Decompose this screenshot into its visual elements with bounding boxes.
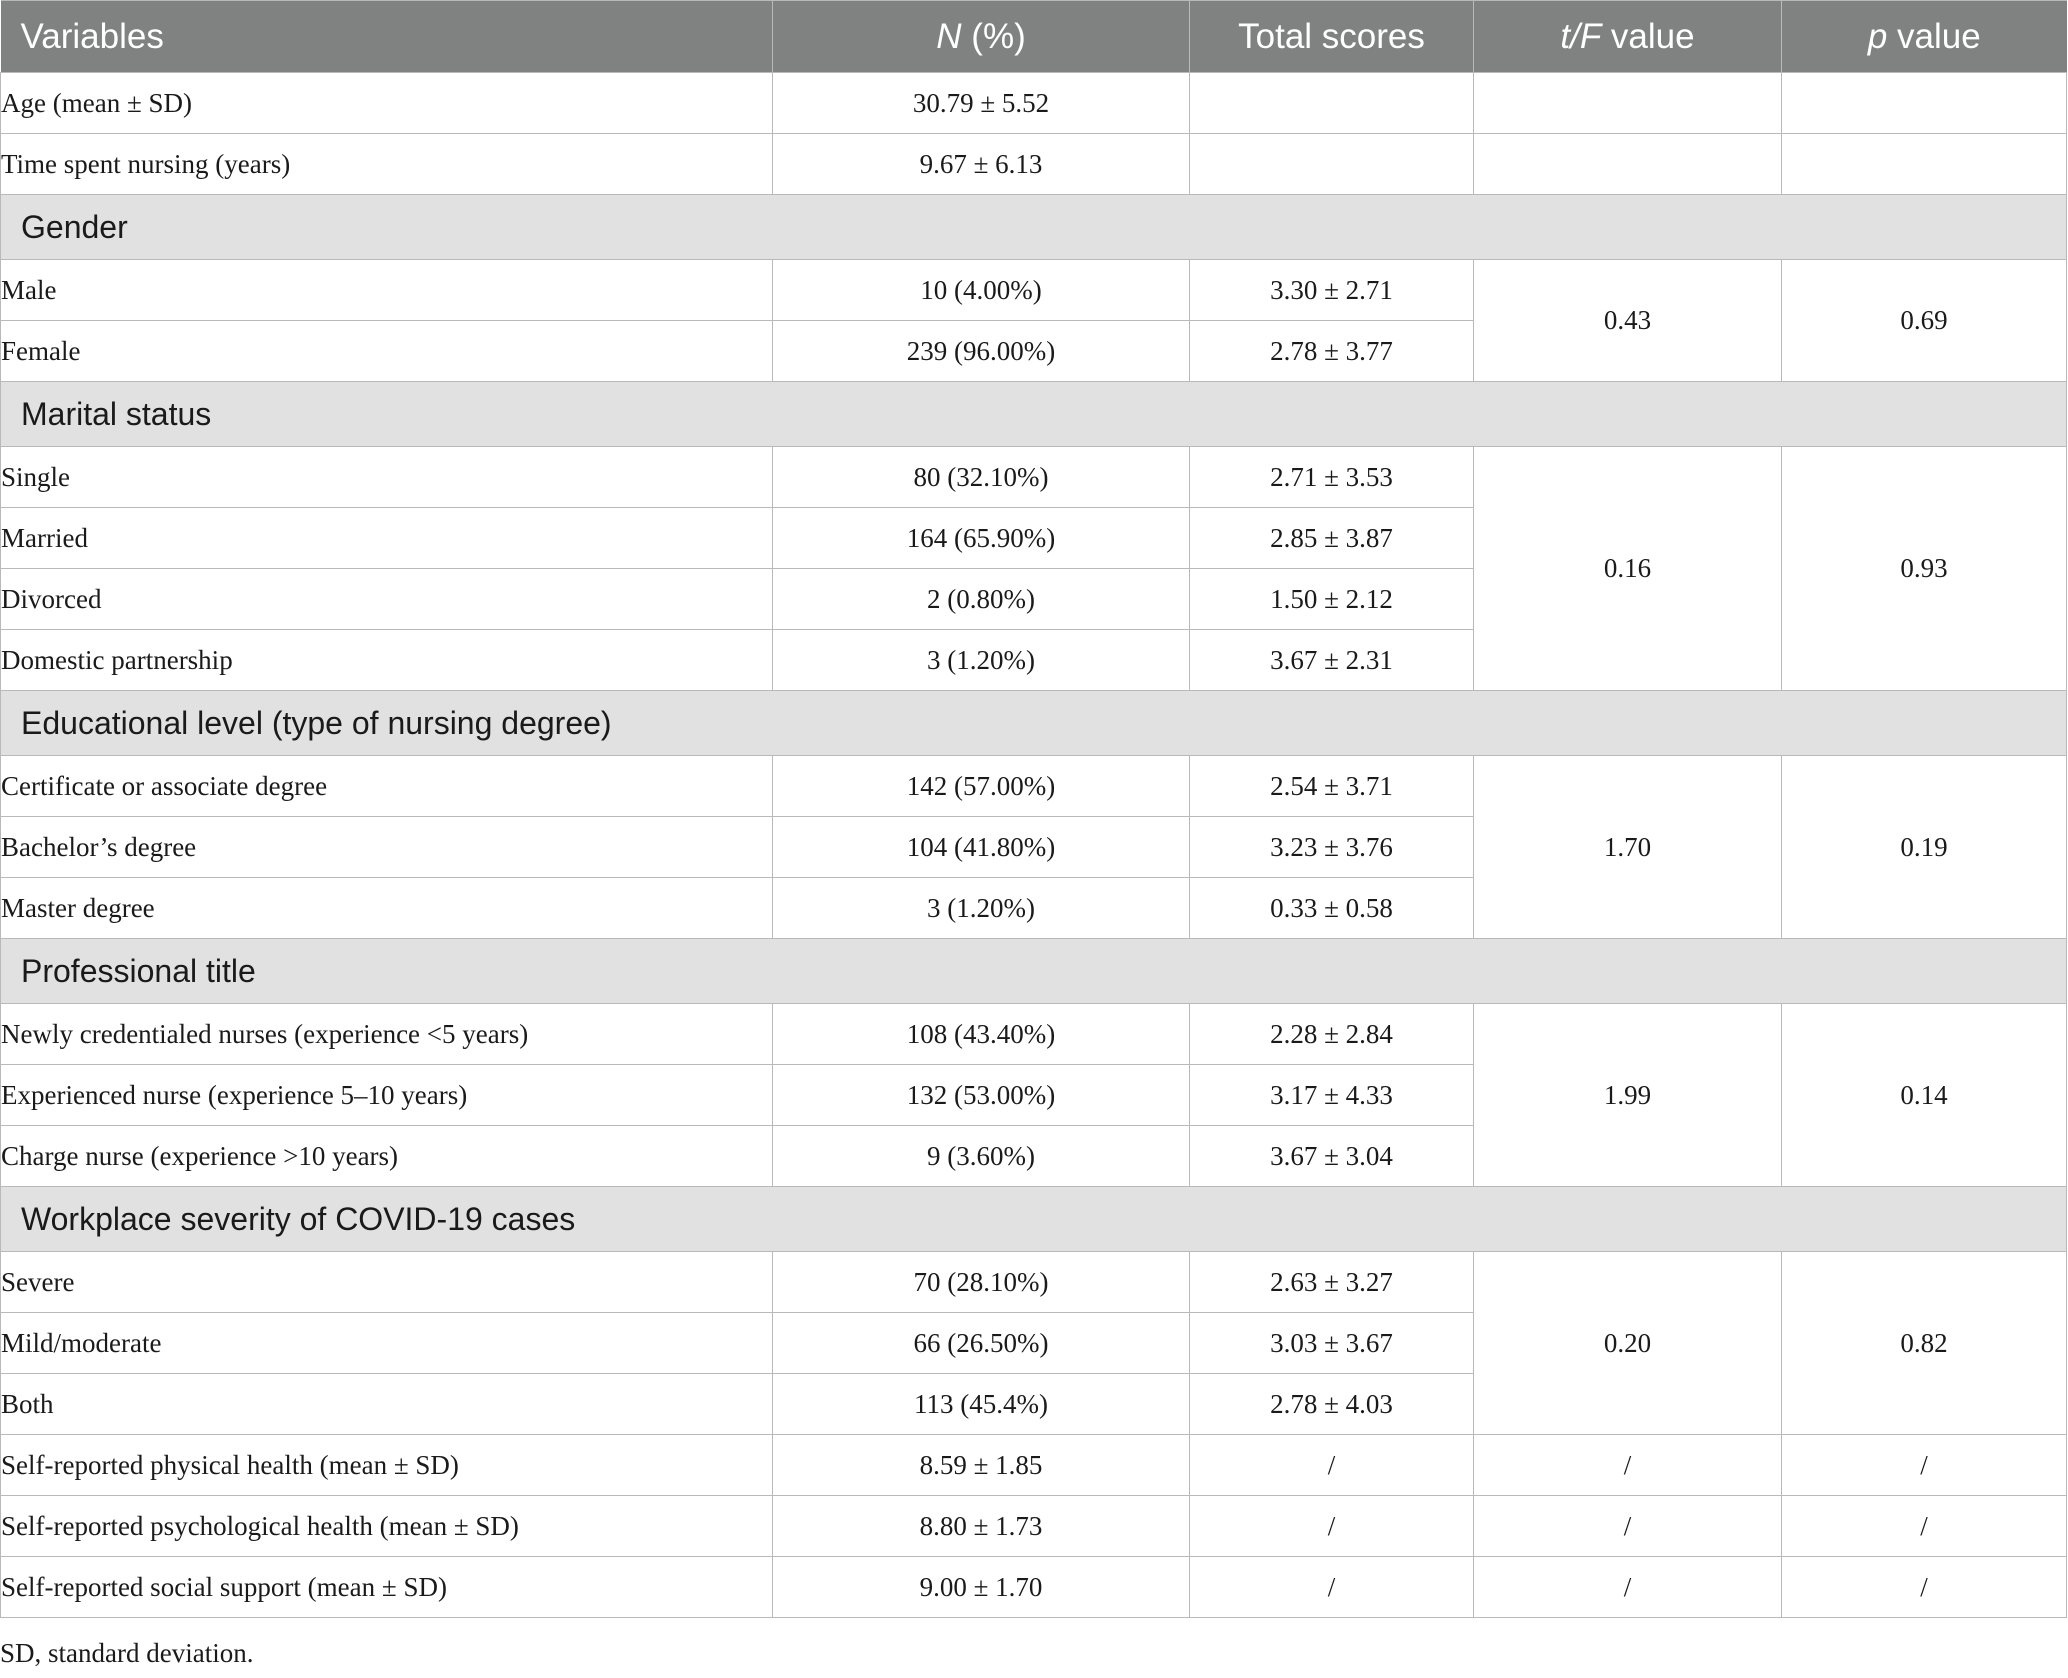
row-label: Mild/moderate bbox=[1, 1313, 773, 1374]
row-score: 2.54 ± 3.71 bbox=[1190, 756, 1474, 817]
row-label: Single bbox=[1, 447, 773, 508]
group-p-value: 0.82 bbox=[1782, 1252, 2067, 1435]
table-row bbox=[1, 134, 2067, 195]
row-label: Female bbox=[1, 321, 773, 382]
row-n: 9.67 ± 6.13 bbox=[773, 134, 1190, 195]
header-tf-rest: value bbox=[1601, 16, 1695, 56]
group-p-value: 0.93 bbox=[1782, 447, 2067, 691]
row-n: 3 (1.20%) bbox=[773, 878, 1190, 939]
row-label: Male bbox=[1, 260, 773, 321]
row-label: Charge nurse (experience >10 years) bbox=[1, 1126, 773, 1187]
row-p-value: / bbox=[1782, 1496, 2067, 1557]
header-variables: Variables bbox=[1, 1, 773, 73]
section-title: Workplace severity of COVID-19 cases bbox=[1, 1187, 2067, 1252]
table-row bbox=[1, 1496, 2067, 1557]
group-p-value: 0.69 bbox=[1782, 260, 2067, 382]
row-label: Both bbox=[1, 1374, 773, 1435]
group-tf-value: 0.20 bbox=[1474, 1252, 1782, 1435]
row-label: Self-reported social support (mean ± SD) bbox=[1, 1557, 773, 1618]
row-label: Experienced nurse (experience 5–10 years) bbox=[1, 1065, 773, 1126]
row-score: 3.03 ± 3.67 bbox=[1190, 1313, 1474, 1374]
header-total-scores: Total scores bbox=[1190, 1, 1474, 73]
section-row-marital-status bbox=[1, 382, 2067, 447]
row-score: 2.78 ± 3.77 bbox=[1190, 321, 1474, 382]
table-row bbox=[1, 1435, 2067, 1496]
table-row bbox=[1, 1557, 2067, 1618]
row-n: 132 (53.00%) bbox=[773, 1065, 1190, 1126]
row-p-value: / bbox=[1782, 1557, 2067, 1618]
section-title: Professional title bbox=[1, 939, 2067, 1004]
row-n: 113 (45.4%) bbox=[773, 1374, 1190, 1435]
row-score: 2.78 ± 4.03 bbox=[1190, 1374, 1474, 1435]
row-score: / bbox=[1190, 1496, 1474, 1557]
header-n-italic: N bbox=[936, 16, 962, 56]
row-n: 142 (57.00%) bbox=[773, 756, 1190, 817]
section-row-gender bbox=[1, 195, 2067, 260]
row-n: 239 (96.00%) bbox=[773, 321, 1190, 382]
row-label: Domestic partnership bbox=[1, 630, 773, 691]
header-n-rest: (%) bbox=[961, 16, 1026, 56]
row-n: 70 (28.10%) bbox=[773, 1252, 1190, 1313]
row-score: 3.17 ± 4.33 bbox=[1190, 1065, 1474, 1126]
row-label: Severe bbox=[1, 1252, 773, 1313]
table-row bbox=[1, 1252, 2067, 1313]
row-label: Bachelor’s degree bbox=[1, 817, 773, 878]
row-score: / bbox=[1190, 1435, 1474, 1496]
section-row-workplace-severity bbox=[1, 1187, 2067, 1252]
header-tf-italic: t/F bbox=[1560, 16, 1602, 56]
row-score: 3.23 ± 3.76 bbox=[1190, 817, 1474, 878]
row-score: 2.85 ± 3.87 bbox=[1190, 508, 1474, 569]
row-score: 3.30 ± 2.71 bbox=[1190, 260, 1474, 321]
row-label: Master degree bbox=[1, 878, 773, 939]
row-label: Divorced bbox=[1, 569, 773, 630]
row-label: Age (mean ± SD) bbox=[1, 73, 773, 134]
row-n: 164 (65.90%) bbox=[773, 508, 1190, 569]
row-score: 2.71 ± 3.53 bbox=[1190, 447, 1474, 508]
empty-cell bbox=[1190, 134, 1474, 195]
group-tf-value: 0.16 bbox=[1474, 447, 1782, 691]
table-row bbox=[1, 260, 2067, 321]
row-n: 30.79 ± 5.52 bbox=[773, 73, 1190, 134]
row-label: Self-reported physical health (mean ± SD) bbox=[1, 1435, 773, 1496]
header-p-rest: value bbox=[1887, 16, 1981, 56]
row-label: Self-reported psychological health (mean ± SD) bbox=[1, 1496, 773, 1557]
row-score: 0.33 ± 0.58 bbox=[1190, 878, 1474, 939]
row-n: 9 (3.60%) bbox=[773, 1126, 1190, 1187]
empty-cell bbox=[1474, 134, 1782, 195]
row-tf-value: / bbox=[1474, 1557, 1782, 1618]
table-row bbox=[1, 1004, 2067, 1065]
row-score: 3.67 ± 2.31 bbox=[1190, 630, 1474, 691]
empty-cell bbox=[1782, 134, 2067, 195]
row-n: 8.80 ± 1.73 bbox=[773, 1496, 1190, 1557]
section-title: Educational level (type of nursing degree) bbox=[1, 691, 2067, 756]
section-row-educational-level bbox=[1, 691, 2067, 756]
section-title: Gender bbox=[1, 195, 2067, 260]
header-p-italic: p bbox=[1867, 16, 1888, 56]
header-p-value bbox=[1782, 1, 2067, 73]
group-tf-value: 0.43 bbox=[1474, 260, 1782, 382]
row-n: 66 (26.50%) bbox=[773, 1313, 1190, 1374]
row-score: 2.63 ± 3.27 bbox=[1190, 1252, 1474, 1313]
table-footnote: SD, standard deviation. bbox=[0, 1638, 254, 1668]
empty-cell bbox=[1190, 73, 1474, 134]
table-row bbox=[1, 756, 2067, 817]
row-n: 8.59 ± 1.85 bbox=[773, 1435, 1190, 1496]
section-row-professional-title bbox=[1, 939, 2067, 1004]
group-tf-value: 1.70 bbox=[1474, 756, 1782, 939]
header-row bbox=[1, 1, 2067, 73]
row-score: 1.50 ± 2.12 bbox=[1190, 569, 1474, 630]
row-tf-value: / bbox=[1474, 1435, 1782, 1496]
row-n: 3 (1.20%) bbox=[773, 630, 1190, 691]
group-p-value: 0.19 bbox=[1782, 756, 2067, 939]
row-n: 80 (32.10%) bbox=[773, 447, 1190, 508]
row-label: Certificate or associate degree bbox=[1, 756, 773, 817]
group-p-value: 0.14 bbox=[1782, 1004, 2067, 1187]
header-tf-value bbox=[1474, 1, 1782, 73]
group-tf-value: 1.99 bbox=[1474, 1004, 1782, 1187]
row-p-value: / bbox=[1782, 1435, 2067, 1496]
row-label: Time spent nursing (years) bbox=[1, 134, 773, 195]
row-n: 108 (43.40%) bbox=[773, 1004, 1190, 1065]
row-tf-value: / bbox=[1474, 1496, 1782, 1557]
table-row bbox=[1, 73, 2067, 134]
row-n: 2 (0.80%) bbox=[773, 569, 1190, 630]
row-label: Newly credentialed nurses (experience <5 years) bbox=[1, 1004, 773, 1065]
row-score: / bbox=[1190, 1557, 1474, 1618]
empty-cell bbox=[1474, 73, 1782, 134]
row-score: 2.28 ± 2.84 bbox=[1190, 1004, 1474, 1065]
section-title: Marital status bbox=[1, 382, 2067, 447]
row-n: 10 (4.00%) bbox=[773, 260, 1190, 321]
empty-cell bbox=[1782, 73, 2067, 134]
row-label: Married bbox=[1, 508, 773, 569]
table-row bbox=[1, 447, 2067, 508]
row-n: 9.00 ± 1.70 bbox=[773, 1557, 1190, 1618]
row-n: 104 (41.80%) bbox=[773, 817, 1190, 878]
header-n-percent bbox=[773, 1, 1190, 73]
row-score: 3.67 ± 3.04 bbox=[1190, 1126, 1474, 1187]
